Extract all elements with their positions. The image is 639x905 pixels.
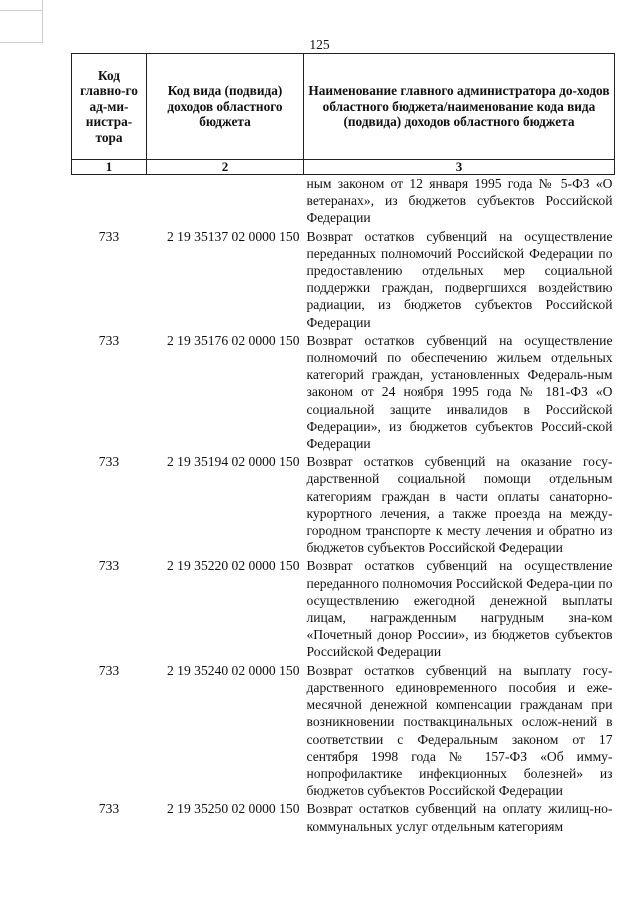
cell-admin-code: 733 xyxy=(98,332,120,348)
column-number-row xyxy=(72,160,615,175)
cell-admin-code: 733 xyxy=(98,662,120,678)
cell-name: Возврат остатков субвенций на осуществление переданного полномочия Российской Федера-ции по осуществлению ежегодной денежной выплаты лицам, награжденным нагрудным зна-ком «Почетный донор России», из бюджетов субъектов Российской Федерации xyxy=(306,558,613,660)
column-number-2: 2 xyxy=(147,160,304,175)
cell-name: Возврат остатков субвенций на оплату жилищ-но-коммунальных услуг отдельным категориям xyxy=(306,801,613,834)
header-name: Наименование главного администратора до-ходов областного бюджета/наименование кода вида (подвида) доходов областного бюджета xyxy=(304,54,615,160)
column-number-1: 1 xyxy=(72,160,147,175)
table-row xyxy=(72,556,615,660)
cell-admin-code: 733 xyxy=(98,801,120,817)
header-revenue-code: Код вида (подвида) доходов областного бюджета xyxy=(147,54,304,160)
cell-name: Возврат остатков субвенций на осуществление полномочий по обеспечению жильем отдельных категорий граждан, установленных Федераль-ным законом от 24 ноября 1995 года № 181-ФЗ «О социальной защите инвалидов в Российской Федерации», из бюджетов субъектов Россий-ской Федерации xyxy=(306,332,613,452)
header-admin-code: Код главно-го ад-ми-нистра-тора xyxy=(72,54,147,160)
table-row xyxy=(72,452,615,556)
column-number-3: 3 xyxy=(304,160,615,175)
table-row xyxy=(72,331,615,452)
cell-name: Возврат остатков субвенций на оказание госу-дарственной социальной помощи отдельным категориям граждан в части оплаты санаторно-курортного лечения, а также проезда на между-городном транспорте к месту лечения и обратно из бюджетов субъектов Российской Федерации xyxy=(306,454,613,556)
cell-revenue-code: 2 19 35176 02 0000 150 xyxy=(166,332,300,348)
cell-name: Возврат остатков субвенций на осуществление переданных полномочий Российской Федерации по предоставлению отдельных мер социальной поддержки граждан, подвергшихся воздействию радиации, из бюджетов субъектов Российской Федерации xyxy=(306,228,613,330)
table-row-continuation xyxy=(72,175,615,227)
cell-revenue-code: 2 19 35220 02 0000 150 xyxy=(166,558,300,574)
cell-empty xyxy=(147,175,304,227)
cell-revenue-code: 2 19 35137 02 0000 150 xyxy=(166,228,300,244)
cell-revenue-code: 2 19 35250 02 0000 150 xyxy=(166,801,300,817)
cell-name-continuation: ным законом от 12 января 1995 года № 5-ФЗ «О ветеранах», из бюджетов субъектов Российской Федерации xyxy=(306,176,613,226)
cell-revenue-code: 2 19 35240 02 0000 150 xyxy=(166,662,300,678)
cell-admin-code: 733 xyxy=(98,454,120,470)
cell-revenue-code: 2 19 35194 02 0000 150 xyxy=(166,454,300,470)
page-number: 125 xyxy=(309,37,330,52)
table-row xyxy=(72,799,615,834)
cell-admin-code: 733 xyxy=(98,558,120,574)
cell-name: Возврат остатков субвенций на выплату госу-дарственного единовременного пособия и еже-месячной денежной компенсации гражданам при возникновении поствакцинальных ослож-нений в соответствии с Федеральным законом от 17 сентября 1998 года № 157-ФЗ «Об имму-нопрофилактике инфекционных болезней» из бюджетов субъектов Российской Федерации xyxy=(306,662,613,799)
revenue-codes-table xyxy=(71,53,615,835)
table-row xyxy=(72,661,615,800)
table-row xyxy=(72,227,615,331)
cell-empty xyxy=(72,175,147,227)
cell-admin-code: 733 xyxy=(98,228,120,244)
table-header-row xyxy=(72,54,615,160)
